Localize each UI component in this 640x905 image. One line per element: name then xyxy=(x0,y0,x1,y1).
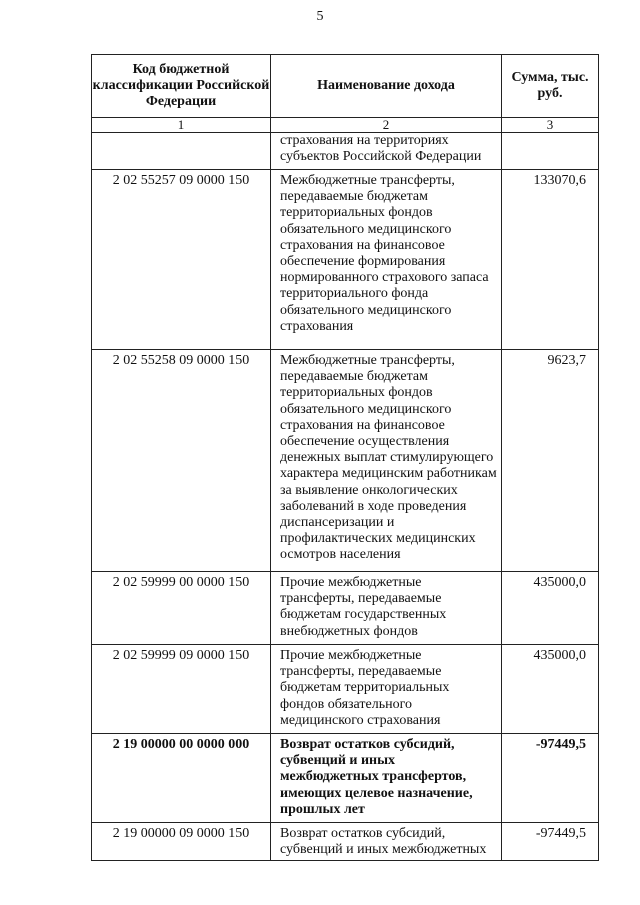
table-row xyxy=(92,170,599,350)
row-amount: 435000,0 xyxy=(502,572,599,645)
row-amount: -97449,5 xyxy=(502,734,599,823)
row-name: Возврат остатков субсидий, субвенций и иных межбюджетных трансфертов, имеющих целевое назначение, прошлых лет xyxy=(271,734,502,823)
table-row xyxy=(92,645,599,734)
row-name: Возврат остатков субсидий, субвенций и иных межбюджетных xyxy=(271,823,502,861)
header-amount: Сумма, тыс. руб. xyxy=(502,55,599,118)
table-row xyxy=(92,350,599,572)
row-code: 2 02 55257 09 0000 150 xyxy=(92,170,271,350)
header-code: Код бюджетной классификации Российской Федерации xyxy=(92,55,271,118)
table-row xyxy=(92,734,599,823)
column-number-row xyxy=(92,118,599,133)
header-name: Наименование дохода xyxy=(271,55,502,118)
table-row xyxy=(92,823,599,861)
row-amount: -97449,5 xyxy=(502,823,599,861)
row-name: Межбюджетные трансферты, передаваемые бюджетам территориальных фондов обязательного медицинского страхования на финансовое обеспечение формирования нормированного страхового запаса территориального фонда обязательного медицинского страхования xyxy=(271,170,502,350)
row-amount: 435000,0 xyxy=(502,645,599,734)
page-number: 5 xyxy=(316,9,324,24)
continuation-name-cell: страхования на территориях субъектов Российской Федерации xyxy=(271,133,502,170)
row-amount: 9623,7 xyxy=(502,350,599,572)
column-number-2: 2 xyxy=(271,118,502,133)
table-row xyxy=(92,572,599,645)
row-code: 2 02 59999 00 0000 150 xyxy=(92,572,271,645)
column-number-3: 3 xyxy=(502,118,599,133)
row-name: Прочие межбюджетные трансферты, передаваемые бюджетам государственных внебюджетных фондов xyxy=(271,572,502,645)
row-name: Межбюджетные трансферты, передаваемые бюджетам территориальных фондов обязательного медицинского страхования на финансовое обеспечение осуществления денежных выплат стимулирующего характера медицинским работникам за выявление онкологических заболеваний в ходе проведения диспансеризации и профилактических медицинских осмотров населения xyxy=(271,350,502,572)
row-name: Прочие межбюджетные трансферты, передаваемые бюджетам территориальных фондов обязательного медицинского страхования xyxy=(271,645,502,734)
revenue-table xyxy=(91,54,599,861)
table-header-row xyxy=(92,55,599,118)
row-code: 2 19 00000 09 0000 150 xyxy=(92,823,271,861)
row-code: 2 19 00000 00 0000 000 xyxy=(92,734,271,823)
row-code: 2 02 55258 09 0000 150 xyxy=(92,350,271,572)
column-number-1: 1 xyxy=(92,118,271,133)
row-code: 2 02 59999 09 0000 150 xyxy=(92,645,271,734)
continuation-amount-cell xyxy=(502,133,599,170)
continuation-row xyxy=(92,133,599,170)
row-amount: 133070,6 xyxy=(502,170,599,350)
continuation-code-cell xyxy=(92,133,271,170)
